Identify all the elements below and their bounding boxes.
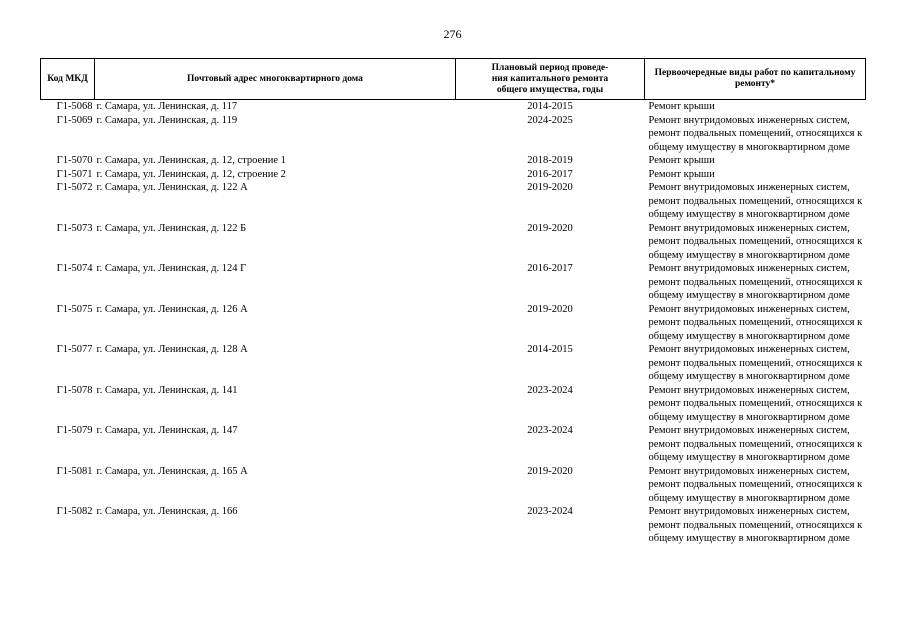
priority-works-line: ремонт подвальных помещений, относящихся к	[648, 357, 863, 369]
priority-works	[645, 505, 866, 546]
table-header-row	[41, 59, 866, 100]
priority-works-line: общему имуществу в многоквартирном доме	[648, 209, 850, 220]
mkd-code: Г1-5075	[56, 303, 93, 315]
repair-period: 2019-2020	[527, 222, 573, 234]
priority-works-line: общему имуществу в многоквартирном доме	[648, 290, 850, 301]
mkd-code: Г1-5077	[56, 344, 93, 355]
priority-works-line: ремонт подвальных помещений, относящихся к	[648, 438, 863, 450]
priority-works-line: Ремонт внутридомовых инженерных систем,	[648, 263, 850, 274]
priority-works-line: Ремонт внутридомовых инженерных систем,	[648, 425, 850, 436]
header-period-line: ния капитального ремонта	[491, 73, 609, 84]
priority-works-line: ремонт подвальных помещений, относящихся к	[648, 128, 863, 139]
postal-address: г. Самара, ул. Ленинская, д. 147	[96, 425, 238, 436]
priority-works-line: Ремонт внутридомовых инженерных систем,	[648, 344, 850, 355]
table-row	[41, 465, 866, 506]
priority-works-line: Ремонт крыши	[648, 168, 715, 180]
priority-works-line: общему имуществу в многоквартирном доме	[648, 249, 850, 261]
repair-period: 2014-2015	[527, 101, 573, 112]
repair-period: 2024-2025	[527, 114, 573, 126]
mkd-code: Г1-5079	[56, 425, 93, 436]
priority-works	[645, 100, 866, 114]
priority-works	[645, 222, 866, 263]
table-row	[41, 303, 866, 344]
table-row	[41, 154, 866, 168]
priority-works-line: общему имуществу в многоквартирном доме	[648, 452, 850, 463]
mkd-code: Г1-5070	[56, 155, 93, 166]
header-period-line: общего имущества, годы	[496, 84, 604, 95]
repair-period: 2019-2020	[527, 303, 573, 315]
mkd-code: Г1-5078	[56, 384, 93, 396]
priority-works	[645, 343, 866, 384]
header-works-line: Первоочередные виды работ по капитальному	[654, 68, 856, 78]
repair-period: 2016-2017	[527, 263, 573, 274]
priority-works-line: Ремонт внутридомовых инженерных систем,	[648, 384, 850, 396]
priority-works	[645, 384, 866, 425]
priority-works-line: ремонт подвальных помещений, относящихся к	[648, 317, 863, 328]
priority-works-line: Ремонт крыши	[648, 155, 715, 166]
mkd-code: Г1-5071	[56, 168, 93, 180]
priority-works-line: Ремонт крыши	[648, 101, 715, 112]
page-number: 276	[443, 27, 462, 41]
table-row	[41, 505, 866, 546]
priority-works	[645, 465, 866, 506]
table-row	[41, 222, 866, 263]
priority-works-line: общему имуществу в многоквартирном доме	[648, 533, 850, 544]
priority-works-line: ремонт подвальных помещений, относящихся к	[648, 398, 863, 409]
priority-works-line: Ремонт внутридомовых инженерных систем,	[648, 506, 850, 517]
postal-address: г. Самара, ул. Ленинская, д. 12, строение 1	[96, 155, 286, 166]
priority-works-line: Ремонт внутридомовых инженерных систем,	[648, 303, 850, 315]
mkd-code: Г1-5072	[56, 182, 93, 193]
postal-address: г. Самара, ул. Ленинская, д. 117	[96, 101, 238, 112]
mkd-code: Г1-5074	[56, 263, 93, 274]
header-period-line: Плановый период проведе-	[491, 62, 609, 73]
priority-works-line: Ремонт внутридомовых инженерных систем,	[648, 222, 850, 234]
priority-works-line: общему имуществу в многоквартирном доме	[648, 330, 850, 342]
header-address: Почтовый адрес многоквартирного дома	[95, 59, 456, 100]
priority-works-line: общему имуществу в многоквартирном доме	[648, 141, 850, 153]
postal-address: г. Самара, ул. Ленинская, д. 12, строение 2	[96, 168, 286, 180]
priority-works	[645, 303, 866, 344]
table-row	[41, 262, 866, 303]
table-row	[41, 384, 866, 425]
repair-period: 2019-2020	[527, 182, 573, 193]
postal-address: г. Самара, ул. Ленинская, д. 126 А	[96, 303, 248, 315]
priority-works-line: ремонт подвальных помещений, относящихся к	[648, 195, 863, 207]
header-code: Код МКД	[41, 59, 95, 100]
capital-repair-table	[40, 58, 866, 546]
mkd-code: Г1-5081	[56, 465, 93, 477]
header-works	[645, 59, 866, 100]
table-row	[41, 114, 866, 155]
postal-address: г. Самара, ул. Ленинская, д. 166	[96, 506, 238, 517]
postal-address: г. Самара, ул. Ленинская, д. 122 Б	[96, 222, 247, 234]
priority-works	[645, 424, 866, 465]
postal-address: г. Самара, ул. Ленинская, д. 128 А	[96, 344, 248, 355]
repair-period: 2016-2017	[527, 168, 573, 180]
postal-address: г. Самара, ул. Ленинская, д. 124 Г	[96, 263, 247, 274]
header-works-line: ремонту*	[734, 79, 776, 89]
postal-address: г. Самара, ул. Ленинская, д. 119	[96, 114, 238, 126]
mkd-code: Г1-5068	[56, 101, 93, 112]
postal-address: г. Самара, ул. Ленинская, д. 165 А	[96, 465, 248, 477]
priority-works-line: ремонт подвальных помещений, относящихся к	[648, 276, 863, 288]
priority-works-line: ремонт подвальных помещений, относящихся к	[648, 519, 863, 531]
repair-period: 2023-2024	[527, 384, 573, 396]
repair-period: 2014-2015	[527, 344, 573, 355]
priority-works	[645, 114, 866, 155]
repair-period: 2018-2019	[527, 155, 573, 166]
priority-works-line: общему имуществу в многоквартирном доме	[648, 492, 850, 504]
table-row	[41, 343, 866, 384]
postal-address: г. Самара, ул. Ленинская, д. 122 А	[96, 182, 248, 193]
priority-works-line: общему имуществу в многоквартирном доме	[648, 371, 850, 382]
table-row	[41, 424, 866, 465]
priority-works-line: ремонт подвальных помещений, относящихся к	[648, 236, 863, 247]
table-row	[41, 100, 866, 114]
mkd-code: Г1-5073	[56, 222, 93, 234]
priority-works	[645, 154, 866, 168]
priority-works-line: общему имуществу в многоквартирном доме	[648, 411, 850, 423]
repair-period: 2023-2024	[527, 506, 573, 517]
priority-works-line: ремонт подвальных помещений, относящихся к	[648, 479, 863, 490]
priority-works	[645, 262, 866, 303]
postal-address: г. Самара, ул. Ленинская, д. 141	[96, 384, 238, 396]
repair-period: 2019-2020	[527, 465, 573, 477]
priority-works-line: Ремонт внутридомовых инженерных систем,	[648, 114, 850, 126]
table-row	[41, 181, 866, 222]
table-body	[41, 100, 866, 546]
priority-works	[645, 168, 866, 182]
priority-works	[645, 181, 866, 222]
mkd-code: Г1-5082	[56, 506, 93, 517]
priority-works-line: Ремонт внутридомовых инженерных систем,	[648, 465, 850, 477]
mkd-code: Г1-5069	[56, 114, 93, 126]
header-period	[456, 59, 645, 100]
priority-works-line: Ремонт внутридомовых инженерных систем,	[648, 182, 850, 193]
table-row	[41, 168, 866, 182]
repair-period: 2023-2024	[527, 425, 573, 436]
